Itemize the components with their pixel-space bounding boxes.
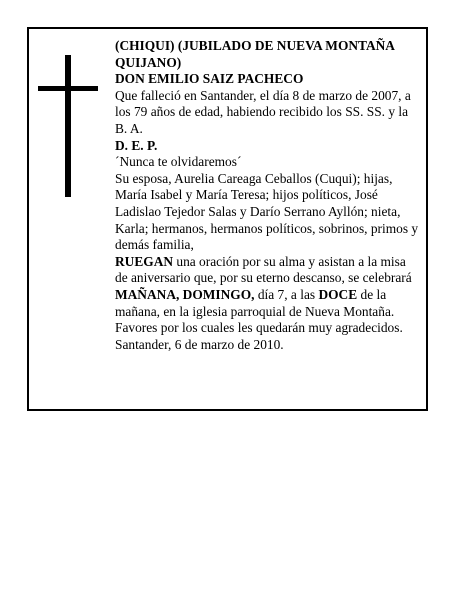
obituary-text [115, 38, 419, 353]
mass-announcement [115, 254, 419, 320]
death-info: Que falleció en Santander, el día 8 de marzo de 2007, a los 79 años de edad, habiendo recibido los SS. SS. y la B. A. [115, 87, 411, 136]
cross-horizontal-bar [38, 86, 98, 91]
family-list: Su esposa, Aurelia Careaga Ceballos (Cuqui); hijas, María Isabel y María Teresa; hijos políticos, José Ladislao Tejedor Salas y Darío Serrano Ayllón; nieta, Karla; hermanos, hermanos políticos, sobrinos, primos y demás familia, [115, 170, 419, 253]
date-line: Santander, 6 de marzo de 2010. [115, 336, 284, 352]
request-text: una oración por su alma y asistan a la misa de aniversario que, por su eterno descanso, se celebrará [115, 253, 412, 286]
cross-icon [38, 55, 98, 197]
nickname-line: (CHIQUI) (JUBILADO DE NUEVA MONTAÑA QUIJANO) [115, 38, 395, 70]
quote-line: ´Nunca te olvidaremos´ [115, 154, 242, 170]
request-bold: RUEGAN [115, 253, 174, 269]
thanks-line: Favores por los cuales les quedarán muy agradecidos. [115, 320, 403, 336]
day-bold: MAÑANA, DOMINGO, [115, 286, 255, 302]
dep-line: D. E. P. [115, 137, 158, 153]
time-bold: DOCE [318, 286, 358, 302]
place-text: de la mañana, en la iglesia parroquial de Nueva Montaña. [115, 286, 395, 319]
cross-vertical-bar [65, 55, 71, 197]
deceased-name: DON EMILIO SAIZ PACHECO [115, 71, 304, 87]
day-text: día 7, a las [254, 286, 319, 302]
